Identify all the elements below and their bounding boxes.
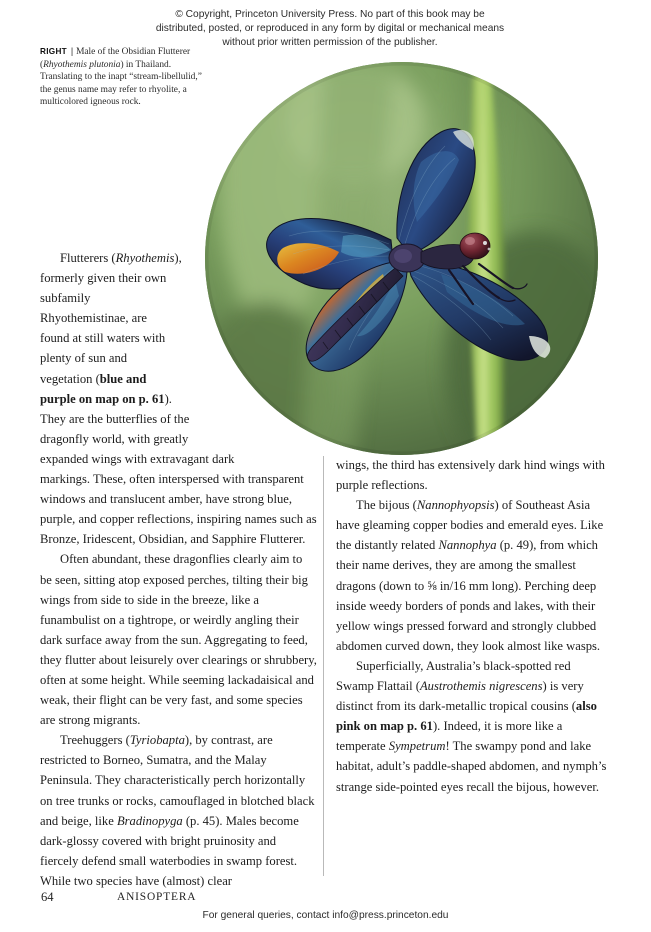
text-run: ), formerly given their own subfamily Rhyothemistinae, are found at still waters with plenty of sun and vegetation ( (40, 251, 182, 386)
body-paragraph (336, 656, 611, 797)
wrap-spacer (171, 348, 317, 368)
text-run: wings, the third has extensively dark hind wings with purple reflections. (336, 458, 605, 493)
text-run: ! The swampy pond and lake habitat, adult’s paddle-shaped abdomen, and nymph’s strange side-pointed eyes recall the bijous, however. (336, 739, 607, 794)
caption-text-tail: ) in Thailand. Translating to the inapt “stream-libellulid,” the genus name may refer to rhyolite, a multicolored igneous rock. (40, 59, 202, 108)
wrap-spacer (197, 248, 317, 268)
text-run: Flutterers ( (60, 251, 116, 265)
copyright-notice: © Copyright, Princeton University Press. No part of this book may be distributed, posted, or reproduced in any form by digital or mechanical means without prior written permission of the publisher. (155, 9, 505, 49)
text-run: Treehuggers ( (60, 733, 130, 748)
body-paragraph (336, 495, 611, 656)
text-run: ). Indeed, it is more like a temperate (336, 719, 563, 754)
wrap-spacer (183, 268, 317, 288)
text-run: ). They are the butterflies of the dragonfly world, with greatly expanded wings with extravagant dark markings. These, often interspersed with transparent windows and translucent amber, have strong blue, purple, and copper reflections, inspiring names such as Bronze, Iridescent, Obsidian, and Sapphire Flutterer. (40, 391, 317, 547)
column-divider (323, 456, 324, 876)
wrap-spacer (185, 389, 317, 409)
queries-notice: For general queries, contact info@press.princeton.edu (202, 910, 449, 921)
text-run: ), by contrast, are restricted to Borneo, Sumatra, and the Malay Peninsula. They characteristically perch horizontally on tree trunks or rocks, camouflaged in blotched black and beige, like (40, 733, 315, 828)
wrap-spacer (259, 449, 317, 469)
text-run: ) of Southeast Asia have gleaming copper bodies and emerald eyes. Like the distantly related (336, 498, 604, 553)
page-number: 64 (41, 890, 54, 904)
caption-separator: | (70, 47, 74, 57)
caption-position-label: RIGHT (40, 47, 67, 56)
text-run: (p. 49), from which their name derives, they are among the smallest dragons (down to ⅝ in/16 mm long). Perching deep inside weedy borders of ponds and lakes, with their yellow wings pressed forward and strongly clubbed abdomen curved down, they look almost like wasps. (336, 538, 601, 653)
body-paragraph (40, 730, 317, 891)
text-run: (p. 45). Males become dark-glossy covered with bright pruinosity and fiercely defend small waterbodies in swamp forest. While two species have (almost) clear (40, 813, 299, 888)
italic-term: Tyriobapta (129, 733, 185, 748)
italic-term: Rhyothemis (115, 251, 175, 265)
bold-cross-reference: blue and purple on map on p. 61 (40, 371, 165, 406)
italic-term: Austrothemis nigrescens (419, 679, 543, 694)
italic-term: Sympetrum (388, 739, 446, 754)
wrap-spacer (175, 288, 317, 308)
paragraph-list-right (336, 455, 611, 797)
body-column-right (336, 455, 611, 797)
text-run: Superficially, Australia’s black-spotted red Swamp Flattail ( (336, 658, 571, 694)
body-paragraph (336, 455, 611, 495)
italic-term: Nannophya (438, 538, 497, 553)
bold-cross-reference: also pink on map p. 61 (336, 699, 597, 734)
text-run: Often abundant, these dragonflies clearly aim to be seen, sitting atop exposed perches, tilting their big wings from side to side in the breeze, like a funambulist on a tightrope, or weirdly angling their dark surface away from the sun. Aggregating to feed, they flutter about leisurely over clearings or shrubbery, often at some height. While seeming lackadaisical and weak, their flight can be very fast, and some species are strong migrants. (40, 552, 317, 728)
wrap-spacer (169, 328, 317, 348)
text-run: The bijous ( (356, 498, 417, 513)
wrap-spacer (176, 369, 317, 389)
body-column-left (40, 248, 317, 891)
text-run: ) is very distinct from its dark-metallic tropical cousins ( (336, 679, 584, 714)
wrap-spacer (171, 308, 317, 328)
wrap-spacer (199, 409, 317, 429)
body-paragraph (40, 549, 317, 730)
caption-species-name: Rhyothemis plutonia (43, 59, 121, 70)
italic-term: Nannophyopsis (416, 498, 495, 513)
wrap-spacer (221, 429, 317, 449)
italic-term: Bradinopyga (116, 813, 183, 828)
running-head: ANISOPTERA (117, 891, 197, 903)
figure-caption (40, 46, 203, 109)
caption-text-lead: Male of the Obsidian Flutterer ( (40, 47, 191, 70)
